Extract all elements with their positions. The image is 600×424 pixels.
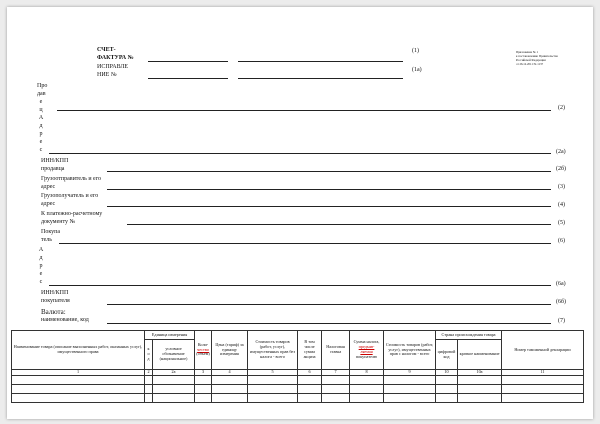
invoice-number-line[interactable]	[148, 61, 228, 62]
header-country-name: краткое наименование	[458, 340, 502, 370]
seller-letter: с	[39, 147, 43, 153]
inn-seller-line[interactable]	[107, 171, 551, 172]
consignee-line[interactable]	[107, 206, 551, 207]
header-qty-text: (объем)	[196, 351, 210, 357]
inn-buyer-line[interactable]	[107, 304, 551, 305]
field-number: (6)	[558, 238, 565, 244]
column-number: 10	[436, 370, 458, 376]
consignee-label: Грузополучатель и его	[41, 193, 99, 199]
header-country: Страна происхождения товара	[436, 331, 502, 340]
column-number: 1	[12, 370, 145, 376]
field-number: (6б)	[556, 299, 567, 305]
goods-table	[11, 330, 584, 403]
column-number: 2а	[153, 370, 195, 376]
invoice-date-line[interactable]	[238, 61, 403, 62]
field-number: (7)	[558, 318, 565, 324]
buyer-address-letter: А	[38, 247, 44, 253]
buyer-address-letter: е	[39, 271, 43, 277]
shipper-label: адрес	[41, 184, 56, 190]
header-price: Цена (тариф) за единицу измерения	[212, 331, 248, 370]
header-tax-text: покупателю	[355, 353, 378, 359]
header-tax-amount	[350, 331, 384, 370]
seller-line[interactable]	[57, 110, 551, 111]
invoice-sheet	[7, 7, 593, 419]
appendix-note-line: Приложение № 1	[516, 50, 538, 54]
field-number: (2а)	[556, 149, 566, 155]
correction-number-line[interactable]	[148, 78, 228, 79]
appendix-note-line: к постановлению Правительства	[516, 54, 558, 58]
table-row[interactable]	[12, 385, 584, 394]
header-qty-text: чество	[197, 346, 209, 352]
appendix-note-line: Российской Федерации	[516, 58, 546, 62]
currency-line[interactable]	[107, 323, 551, 324]
seller-letter: А	[38, 115, 44, 121]
field-number: (1а)	[412, 67, 422, 73]
table-row[interactable]	[12, 376, 584, 385]
field-number: (2)	[558, 105, 565, 111]
column-number: 4	[212, 370, 248, 376]
column-number: 10а	[458, 370, 502, 376]
column-number: 3	[195, 370, 212, 376]
header-customs: Номер таможенной декларации	[502, 331, 584, 370]
seller-letter: ц	[39, 107, 43, 113]
buyer-address-letter: р	[39, 263, 43, 269]
header-cost-no-tax: Стоимость товаров (работ, услуг), имущественных прав без налога - всего	[248, 331, 298, 370]
correction-label: НИЕ №	[97, 72, 117, 78]
inn-seller-label: продавца	[41, 166, 65, 172]
column-number: 9	[384, 370, 436, 376]
header-unit-code: к о д	[145, 340, 153, 370]
currency-label: Валюта:	[41, 308, 66, 316]
correction-label: ИСПРАВЛЕ	[97, 64, 129, 70]
buyer-address-line[interactable]	[49, 285, 551, 286]
header-unit-label: условное обозначение (национальное)	[153, 340, 195, 370]
column-number: 7	[322, 370, 350, 376]
seller-letter: р	[39, 131, 43, 137]
seller-address-line[interactable]	[49, 153, 551, 154]
header-tax-text: ляемая	[360, 349, 373, 354]
inn-buyer-label: покупателя	[41, 298, 70, 304]
header-qty-text: Коли-	[197, 341, 209, 347]
field-number: (1)	[412, 48, 419, 54]
header-name: Наименование товара (описание выполненных работ, оказанных услуг), имущественного права	[12, 331, 145, 370]
shipper-line[interactable]	[107, 189, 551, 190]
field-number: (5)	[558, 220, 565, 226]
correction-date-line[interactable]	[238, 78, 403, 79]
header-cost-with-tax: Стоимость товаров (работ, услуг), имущественных прав с налогом - всего	[384, 331, 436, 370]
header-tax-text: Сумма налога,	[353, 339, 380, 345]
inn-buyer-label: ИНН/КПП	[41, 290, 69, 296]
table-row[interactable]	[12, 394, 584, 403]
payment-doc-label: документу №	[41, 219, 76, 225]
header-excise: В том числе сумма акциза	[298, 331, 322, 370]
seller-letter: Про	[37, 83, 48, 89]
header-tax-rate: Налоговая ставка	[322, 331, 350, 370]
field-number: (2б)	[556, 166, 567, 172]
column-number: 2	[145, 370, 153, 376]
buyer-label: тель	[41, 237, 53, 243]
seller-letter: е	[39, 139, 43, 145]
invoice-title: СЧЕТ-	[97, 47, 116, 53]
column-number: 8	[350, 370, 384, 376]
inn-seller-label: ИНН/КПП	[41, 158, 69, 164]
buyer-address-letter: д	[39, 255, 43, 261]
header-country-code: цифровой код	[436, 340, 458, 370]
seller-letter: е	[39, 99, 43, 105]
consignee-label: адрес	[41, 201, 56, 207]
header-qty	[195, 331, 212, 370]
buyer-label: Покупа	[41, 229, 61, 235]
field-number: (3)	[558, 184, 565, 190]
header-tax-text: предъяв-	[358, 344, 375, 350]
payment-doc-line[interactable]	[127, 224, 551, 225]
field-number: (4)	[558, 202, 565, 208]
column-number: 6	[298, 370, 322, 376]
header-unit: Единица измерения	[145, 331, 195, 340]
shipper-label: Грузоотправитель и его	[41, 176, 102, 182]
field-number: (6а)	[556, 281, 566, 287]
invoice-title: ФАКТУРА №	[97, 55, 134, 61]
appendix-note-line: от 26.12.2011 № 1137	[516, 62, 544, 66]
buyer-line[interactable]	[59, 243, 551, 244]
seller-letter: д	[39, 123, 43, 129]
buyer-address-letter: с	[39, 279, 43, 285]
seller-letter: дав	[37, 91, 46, 97]
payment-doc-label: К платежно-расчетному	[41, 211, 103, 217]
column-number: 5	[248, 370, 298, 376]
currency-label: наименование, код	[41, 317, 89, 323]
column-number: 11	[502, 370, 584, 376]
